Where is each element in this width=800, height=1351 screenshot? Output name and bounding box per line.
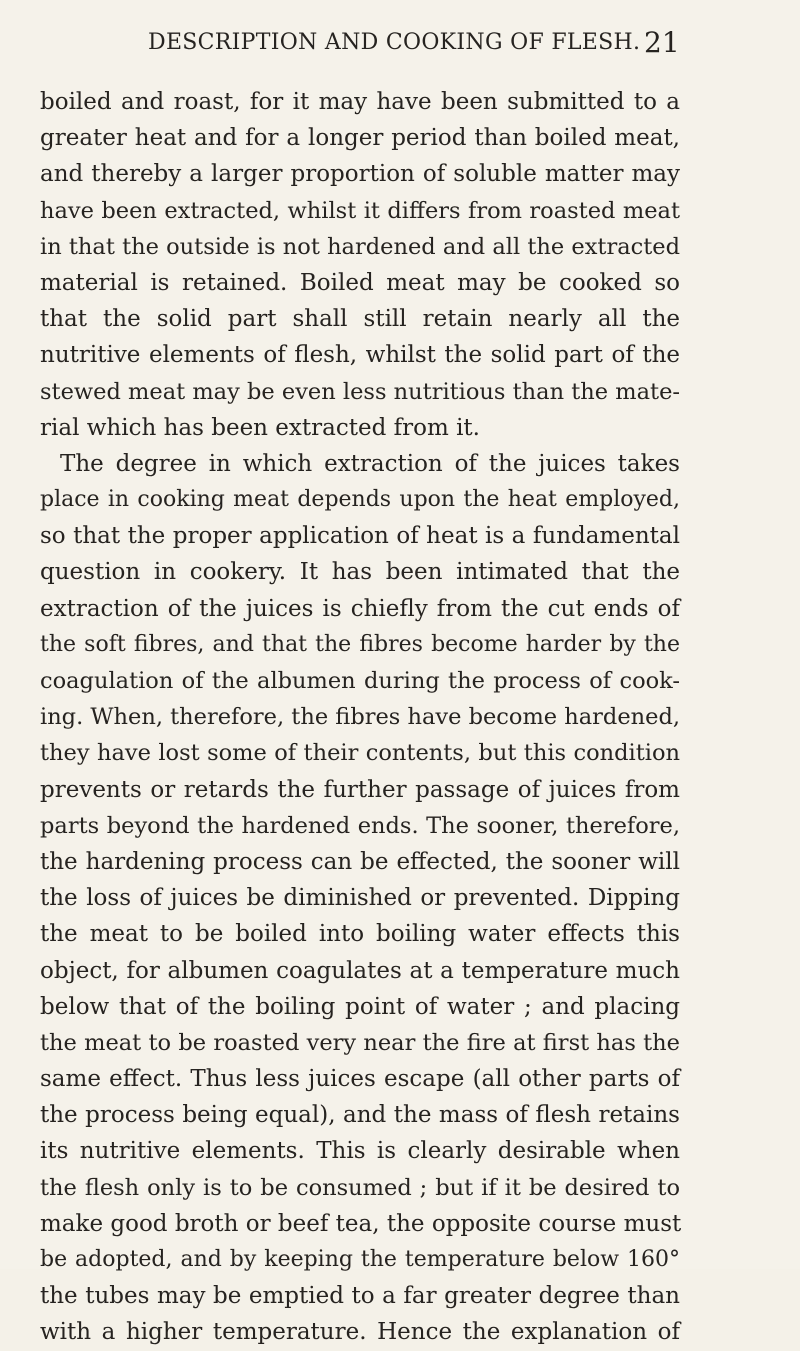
text-line: the meat to be boiled into boiling water effects this [40, 921, 680, 948]
text-line: the process being equal), and the mass of flesh retains [40, 1102, 680, 1129]
text-line: the tubes may be emptied to a far greater degree than [40, 1283, 680, 1310]
text-line: they have lost some of their contents, but this condition [40, 740, 680, 767]
text-line: with a higher temperature. Hence the explanation of [40, 1319, 680, 1346]
text-line: below that of the boiling point of water ; and placing [40, 993, 680, 1020]
text-line: stewed meat may be even less nutritious than the mate- [40, 378, 680, 405]
text-line: parts beyond the hardened ends. The sooner, therefore, [40, 812, 680, 839]
text-line: in that the outside is not hardened and all the extracted [40, 233, 680, 260]
text-line: extraction of the juices is chiefly from the cut ends of [40, 595, 680, 622]
text-line: the meat to be roasted very near the fire at first has the [40, 1029, 680, 1056]
body-text [40, 84, 680, 1351]
text-line: that the solid part shall still retain nearly all the [40, 306, 680, 333]
text-line: the loss of juices be diminished or prevented. Dipping [40, 885, 680, 912]
text-line: greater heat and for a longer period than boiled meat, [40, 125, 680, 152]
text-line: its nutritive elements. This is clearly desirable when [40, 1138, 680, 1165]
text-line: make good broth or beef tea, the opposite course must [40, 1210, 682, 1237]
text-line: place in cooking meat depends upon the heat employed, [40, 487, 680, 513]
text-line: have been extracted, whilst it differs from roasted meat [40, 197, 680, 224]
text-line: the hardening process can be effected, the sooner will [40, 848, 680, 875]
text-line: The degree in which extraction of the juices takes [60, 450, 680, 477]
text-line: nutritive elements of flesh, whilst the solid part of the [40, 342, 680, 369]
text-line: material is retained. Boiled meat may be cooked so [40, 269, 680, 296]
text-line: question in cookery. It has been intimated that the [40, 559, 680, 586]
text-line: so that the proper application of heat is a fundamental [40, 523, 680, 550]
text-line: object, for albumen coagulates at a temperature much [40, 957, 680, 984]
page-number: 21 [644, 26, 680, 59]
text-line: ing. When, therefore, the fibres have become hardened, [40, 704, 680, 731]
text-line: the soft fibres, and that the fibres become harder by the [40, 631, 680, 657]
text-line: prevents or retards the further passage of juices from [40, 776, 680, 803]
text-line: rial which has been extracted from it. [40, 414, 480, 441]
text-line: coagulation of the albumen during the process of cook- [40, 668, 680, 694]
text-line: and thereby a larger proportion of soluble matter may [40, 161, 680, 188]
text-line: same effect. Thus less juices escape (all other parts of [40, 1066, 680, 1093]
text-line: boiled and roast, for it may have been submitted to a [40, 89, 680, 115]
text-line: the flesh only is to be consumed ; but if it be desired to [40, 1174, 680, 1201]
running-head: DESCRIPTION AND COOKING OF FLESH. [148, 30, 641, 55]
page-header [0, 26, 800, 70]
text-line: be adopted, and by keeping the temperature below 160° [40, 1247, 680, 1272]
